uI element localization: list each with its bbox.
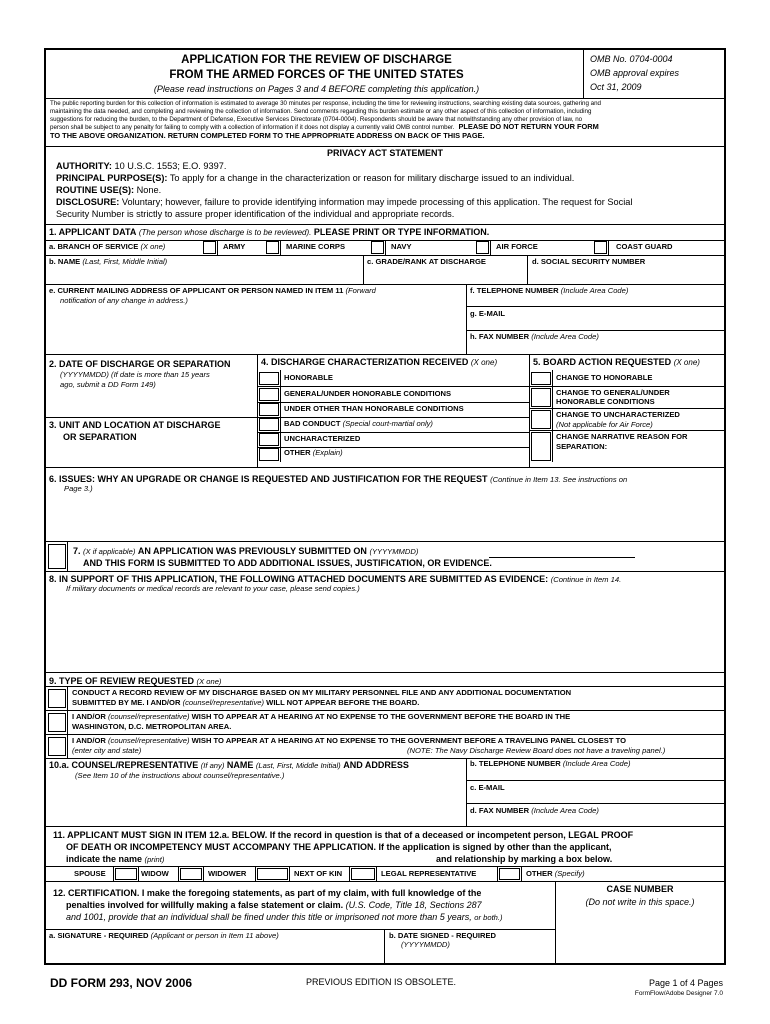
applicant-email-label: g. E-MAIL [470, 309, 506, 318]
evidence-field[interactable] [47, 596, 723, 671]
rel-other-note: (Specify) [554, 869, 585, 878]
char-uncharacterized-label: UNCHARACTERIZED [284, 434, 361, 443]
action-honorable-label: CHANGE TO HONORABLE [556, 373, 653, 382]
rel-other-specify-field[interactable] [600, 868, 723, 880]
evidence-note: (Continue in Item 14. [550, 575, 622, 584]
signature-field[interactable] [47, 942, 382, 962]
rel-legal-rep-label: LEGAL REPRESENTATIVE [381, 869, 477, 878]
routine-use-row [56, 185, 161, 196]
issues-heading [49, 474, 627, 485]
burden-line: suggestions for reducing the burden, to the Department of Defense, Executive Services Directorate (0704-0004). Respondents should be aware that notwithstanding any other provision of law, no [50, 116, 583, 123]
char-bad-conduct-label: BAD CONDUCT [284, 419, 341, 428]
item-11-name-row [66, 854, 164, 865]
applicant-fax-field[interactable] [468, 342, 723, 353]
discharge-date-label: 2. DATE OF DISCHARGE OR SEPARATION [49, 359, 231, 369]
routine-use-label: ROUTINE USE(S): [56, 185, 135, 195]
rel-widow-checkbox[interactable] [180, 868, 202, 880]
review-traveling-panel-label [72, 737, 626, 746]
item-7-date-note: (YYYYMMDD) [369, 547, 419, 556]
counsel-instructions-note: (See Item 10 of the instructions about counsel/representative.) [75, 771, 285, 780]
board-action-note: (X one) [673, 358, 700, 367]
burden-warning: PLEASE DO NOT RETURN YOUR FORM [458, 122, 599, 131]
disclosure-row [56, 197, 632, 208]
counsel-note: (If any) [200, 761, 225, 770]
rel-legal-rep-checkbox[interactable] [499, 868, 520, 880]
mailing-address-field[interactable] [47, 307, 464, 353]
section-1-note: (The person whose discharge is to be reviewed). [138, 228, 312, 237]
char-bad-conduct-checkbox[interactable] [259, 418, 279, 431]
rel-other-label: OTHER [526, 869, 553, 878]
rel-next-of-kin-label: NEXT OF KIN [294, 869, 343, 878]
grade-rank-field[interactable] [365, 268, 525, 283]
branch-coast-guard-checkbox[interactable] [594, 241, 607, 254]
review-record-tail: WILL NOT APPEAR BEFORE THE BOARD. [266, 698, 420, 707]
name-label-note: (Last, First, Middle Initial) [82, 257, 168, 266]
fax-label-note: (Include Area Code) [531, 332, 599, 341]
char-other-row [284, 449, 343, 458]
action-general-label: CHANGE TO GENERAL/UNDER [556, 388, 670, 397]
form-title-line2: FROM THE ARMED FORCES OF THE UNITED STATES [169, 69, 464, 81]
branch-coast-guard-label: COAST GUARD [616, 242, 673, 251]
review-record-label: CONDUCT A RECORD REVIEW OF MY DISCHARGE BASED ON MY MILITARY PERSONNEL FILE AND ANY ADDITIONAL DOCUMENTATION [72, 688, 572, 697]
tel-label-text: f. TELEPHONE NUMBER [470, 286, 559, 295]
characterization-heading [261, 357, 497, 367]
review-traveling-panel-checkbox[interactable] [48, 737, 66, 756]
counsel-name-address-field[interactable] [47, 783, 464, 825]
branch-marine-corps-checkbox[interactable] [266, 241, 279, 254]
certification-text: 12. CERTIFICATION. I make the foregoing statements, as part of my claim, with full knowledge of the [53, 888, 482, 898]
review-record-label-cont [72, 699, 419, 708]
counsel-tel-text: b. TELEPHONE NUMBER [470, 759, 561, 768]
action-honorable-checkbox[interactable] [531, 372, 551, 385]
review-traveling-panel-city-note: (enter city and state) [72, 746, 142, 755]
rel-widower-label: WIDOWER [208, 869, 247, 878]
counsel-name-label: NAME [226, 760, 254, 770]
previous-application-text-cont: AND THIS FORM IS SUBMITTED TO ADD ADDITIONAL ISSUES, JUSTIFICATION, OR EVIDENCE. [83, 558, 492, 568]
form-title-line1: APPLICATION FOR THE REVIEW OF DISCHARGE [181, 54, 452, 66]
routine-use-text: None. [136, 185, 162, 195]
char-other-checkbox[interactable] [259, 448, 279, 461]
rel-next-of-kin-checkbox[interactable] [351, 868, 375, 880]
section-1-label: 1. APPLICANT DATA [49, 227, 137, 237]
burden-line: person shall be subject to any penalty for failing to comply with a collection of information if it does not display a currently valid OMB control number. [50, 124, 455, 131]
previous-application-row [73, 546, 418, 557]
designer-credit: FormFlow/Adobe Designer 7.0 [634, 990, 723, 997]
characterization-label: 4. DISCHARGE CHARACTERIZATION RECEIVED [261, 357, 469, 367]
action-narrative-reason-label: CHANGE NARRATIVE REASON FOR [556, 432, 688, 441]
mailing-address-note: notification of any change in address.) [60, 296, 188, 305]
signature-label [49, 932, 279, 941]
burden-line: The public reporting burden for this collection of information is estimated to average 30 minutes per response, including the time for reviewing instructions, searching existing data sources, gathering and [50, 100, 601, 107]
action-general-checkbox[interactable] [531, 388, 551, 407]
signature-label-text: a. SIGNATURE - REQUIRED [49, 931, 149, 940]
authority-row [56, 161, 226, 172]
certification-or-both: or both.) [474, 913, 503, 922]
address-label-text: e. CURRENT MAILING ADDRESS OF APPLICANT OR PERSON NAMED IN ITEM 11 [49, 286, 344, 295]
rel-widow-label: WIDOW [141, 869, 169, 878]
applicant-name-label [49, 258, 167, 267]
counsel-fax-label [470, 807, 599, 816]
counsel-fax-field[interactable] [468, 816, 723, 825]
burden-line: maintaining the data needed, and completing and reviewing the collection of information. Send comments regarding this burden estimate or any other aspect of this collection of information, including [50, 108, 592, 115]
unit-location-label: 3. UNIT AND LOCATION AT DISCHARGE [49, 420, 221, 430]
review-dc-hearing-checkbox[interactable] [48, 713, 66, 732]
branch-air-force-label: AIR FORCE [496, 242, 538, 251]
tel-label-note: (Include Area Code) [560, 286, 629, 295]
omb-expiration-date: Oct 31, 2009 [590, 82, 642, 92]
issues-field[interactable] [47, 496, 723, 540]
applicant-email-field[interactable] [468, 319, 723, 329]
case-number-note: (Do not write in this space.) [585, 897, 695, 907]
action-uncharacterized-label: CHANGE TO UNCHARACTERIZED [556, 410, 680, 419]
branch-label-text: a. BRANCH OF SERVICE [49, 242, 139, 251]
rel-spouse-label: SPOUSE [74, 869, 106, 878]
counsel-telephone-field[interactable] [468, 769, 723, 779]
action-general-label-cont: HONORABLE CONDITIONS [556, 397, 655, 406]
issues-label: 6. ISSUES: WHY AN UPGRADE OR CHANGE IS REQUESTED AND JUSTIFICATION FOR THE REQUEST [49, 474, 488, 484]
counsel-email-field[interactable] [468, 793, 723, 802]
item-11-text: 11. APPLICANT MUST SIGN IN ITEM 12.a. BELOW. If the record in question is that of a deceased or incompetent person, LEGAL PROOF [53, 830, 634, 840]
burden-return-address: TO THE ABOVE ORGANIZATION. RETURN COMPLETED FORM TO THE APPROPRIATE ADDRESS ON BACK OF THIS PAGE. [50, 131, 485, 140]
char-uncharacterized-checkbox[interactable] [259, 433, 279, 446]
branch-air-force-checkbox[interactable] [476, 241, 489, 254]
case-number-label: CASE NUMBER [606, 884, 674, 894]
date-signed-note: (YYYYMMDD) [401, 940, 450, 949]
review-dc-tail: WISH TO APPEAR AT A HEARING AT NO EXPENSE TO THE GOVERNMENT BEFORE THE BOARD IN THE [191, 712, 571, 721]
counsel-name-note: (Last, First, Middle Initial) [255, 761, 341, 770]
counsel-fax-text: d. FAX NUMBER [470, 806, 530, 815]
item-7-text: AN APPLICATION WAS PREVIOUSLY SUBMITTED ON [137, 546, 367, 556]
char-general-label: GENERAL/UNDER HONORABLE CONDITIONS [284, 389, 452, 398]
certification-usc: (U.S. Code, Title 18, Sections 287 [345, 900, 482, 910]
char-bad-conduct-note: (Special court-martial only) [342, 419, 433, 428]
grade-rank-label: c. GRADE/RANK AT DISCHARGE [367, 257, 486, 266]
discharge-date-note-cont: ago, submit a DD Form 149) [60, 380, 156, 389]
branch-of-service-label [49, 243, 165, 252]
omb-approval: OMB approval expires [590, 68, 680, 78]
ssn-label: d. SOCIAL SECURITY NUMBER [532, 257, 646, 266]
item-7-note: (X if applicable) [83, 547, 136, 556]
counsel-address-label: AND ADDRESS [343, 760, 409, 770]
counsel-label: 10.a. COUNSEL/REPRESENTATIVE [49, 760, 199, 770]
section-1-print-notice: PLEASE PRINT OR TYPE INFORMATION. [313, 227, 490, 237]
disclosure-text: Voluntary; however, failure to provide identifying information may impede processing of this application. The request for Social [121, 197, 633, 207]
review-record-note: (counsel/representative) [182, 698, 265, 707]
char-honorable-checkbox[interactable] [259, 372, 279, 385]
review-traveling-panel-city-field[interactable] [160, 746, 400, 757]
char-other-explain-field[interactable] [340, 447, 526, 464]
branch-army-label: ARMY [223, 242, 246, 251]
review-record-checkbox[interactable] [48, 689, 66, 708]
name-label-text: b. NAME [49, 257, 81, 266]
counsel-fax-note: (Include Area Code) [531, 806, 599, 815]
board-action-heading [533, 357, 700, 367]
discharge-date-note: (YYYYMMDD) (If date is more than 15 years [60, 370, 210, 379]
rel-spouse-checkbox[interactable] [115, 868, 137, 880]
date-signed-label: b. DATE SIGNED - REQUIRED [389, 931, 497, 940]
action-uncharacterized-note: (Not applicable for Air Force) [556, 420, 653, 429]
review-dc-hearing-label-cont: WASHINGTON, D.C. METROPOLITAN AREA. [72, 722, 232, 731]
obsolete-notice: PREVIOUS EDITION IS OBSOLETE. [306, 977, 457, 987]
certification-text-cont [66, 900, 482, 910]
purpose-row [56, 173, 574, 184]
rel-widower-checkbox[interactable] [257, 868, 288, 880]
applicant-telephone-field[interactable] [468, 296, 723, 305]
section-1-heading [49, 227, 489, 237]
counsel-email-label: c. E-MAIL [470, 783, 505, 792]
review-type-note: (X one) [196, 677, 222, 686]
action-narrative-reason-label-cont: SEPARATION: [556, 442, 608, 451]
form-subtitle: (Please read instructions on Pages 3 and 4 BEFORE completing this application.) [153, 84, 480, 94]
purpose-label: PRINCIPAL PURPOSE(S): [56, 173, 168, 183]
review-dc-note: (counsel/representative) [108, 712, 190, 721]
address-label-note: (Forward [345, 286, 376, 295]
applicant-telephone-label [470, 287, 628, 296]
issues-note-cont: Page 3.) [64, 484, 93, 493]
omb-number: OMB No. 0704-0004 [590, 54, 673, 64]
item-11-name-label: indicate the name [66, 854, 143, 864]
char-oth-checkbox[interactable] [259, 403, 279, 416]
char-bad-conduct-row [284, 420, 433, 429]
rel-other-row [526, 870, 585, 879]
date-signed-field[interactable] [386, 951, 553, 962]
evidence-note-cont: If military documents or medical records are relevant to your case, please send copies.) [66, 584, 360, 593]
disclosure-label: DISCLOSURE: [56, 197, 120, 207]
branch-label-note: (X one) [140, 242, 166, 251]
item-11-relationship-label: and relationship by marking a box below. [436, 854, 613, 864]
review-record-text: SUBMITTED BY ME. I AND/OR [72, 698, 181, 707]
mailing-address-label [49, 287, 376, 296]
applicant-name-field[interactable] [47, 268, 361, 283]
fax-label-text: h. FAX NUMBER [470, 332, 530, 341]
page-number: Page 1 of 4 Pages [648, 978, 723, 988]
branch-navy-checkbox[interactable] [371, 241, 384, 254]
branch-army-checkbox[interactable] [203, 241, 216, 254]
branch-navy-label: NAVY [391, 242, 412, 251]
authority-label: AUTHORITY: [56, 161, 112, 171]
review-type-heading [49, 676, 221, 687]
counsel-telephone-label [470, 760, 631, 769]
action-narrative-reason-checkbox[interactable] [531, 432, 551, 461]
counsel-tel-note: (Include Area Code) [562, 759, 631, 768]
previous-application-checkbox[interactable] [48, 544, 66, 569]
board-action-label: 5. BOARD ACTION REQUESTED [533, 357, 672, 367]
applicant-fax-label [470, 333, 599, 342]
review-tp-tail: WISH TO APPEAR AT A HEARING AT NO EXPENSE TO THE GOVERNMENT BEFORE A TRAVELING PANEL CLOSEST TO [191, 736, 627, 745]
discharge-date-field[interactable] [47, 393, 255, 415]
privacy-act-heading: PRIVACY ACT STATEMENT [326, 148, 443, 158]
signature-label-note: (Applicant or person in Item 11 above) [150, 931, 279, 940]
item-7-number: 7. [73, 546, 81, 556]
ssn-field[interactable] [529, 268, 723, 283]
purpose-text: To apply for a change in the characterization or reason for military discharge issued to an individual. [169, 173, 575, 183]
char-oth-label: UNDER OTHER THAN HONORABLE CONDITIONS [284, 404, 464, 413]
unit-location-label-cont: OR SEPARATION [63, 432, 137, 442]
evidence-label: 8. IN SUPPORT OF THIS APPLICATION, THE FOLLOWING ATTACHED DOCUMENTS ARE SUBMITTED AS EVIDENCE: [49, 574, 549, 584]
item-11-name-note: (print) [144, 855, 165, 864]
char-honorable-label: HONORABLE [284, 373, 333, 382]
counsel-heading [49, 760, 409, 771]
review-tp-text: I AND/OR [72, 736, 106, 745]
branch-marine-corps-label: MARINE CORPS [286, 242, 346, 251]
item-11-name-field[interactable] [180, 853, 430, 865]
item-11-text-cont: OF DEATH OR INCOMPETENCY MUST ACCOMPANY THE APPLICATION. If the application is signed by other than the applicant, [66, 842, 612, 852]
review-tp-note: (counsel/representative) [108, 736, 190, 745]
char-general-checkbox[interactable] [259, 388, 279, 401]
review-type-label: 9. TYPE OF REVIEW REQUESTED [49, 676, 195, 686]
action-uncharacterized-checkbox[interactable] [531, 410, 551, 429]
issues-note: (Continue in Item 13. See instructions on [490, 475, 628, 484]
review-navy-note: (NOTE: The Navy Discharge Review Board does not have a traveling panel.) [407, 746, 666, 755]
char-other-note: (Explain) [312, 448, 343, 457]
review-dc-hearing-label [72, 713, 570, 722]
unit-location-field[interactable] [47, 445, 255, 465]
certification-penalty: penalties involved for willfully making a false statement or claim. [66, 900, 344, 910]
previous-application-date-field[interactable] [490, 545, 635, 557]
form-number: DD FORM 293, NOV 2006 [50, 976, 193, 990]
disclosure-text-cont: Security Number is strictly to assure proper identification of the individual and appropriate records. [56, 209, 455, 219]
characterization-note: (X one) [470, 358, 498, 367]
certification-fine: and 1001, provide that an individual shall be fined under this title or imprisoned not more than 5 years, [66, 912, 472, 922]
char-other-label: OTHER [284, 448, 311, 457]
action-narrative-reason-field[interactable] [556, 453, 723, 465]
review-dc-text: I AND/OR [72, 712, 106, 721]
certification-text-end [66, 912, 503, 923]
authority-text: 10 U.S.C. 1553; E.O. 9397. [114, 161, 227, 171]
